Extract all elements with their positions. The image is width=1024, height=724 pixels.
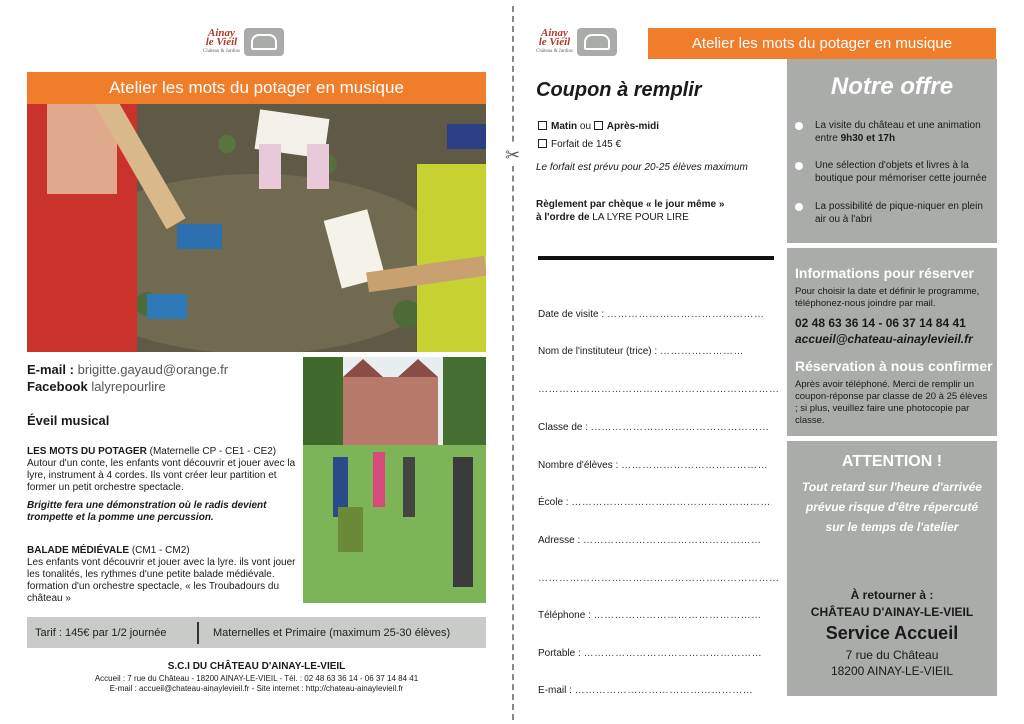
tarif-bar <box>27 617 486 648</box>
reglement-line2-rest: LA LYRE POUR LIRE <box>592 212 689 223</box>
label-forfait: Forfait de 145 € <box>551 139 622 150</box>
field-label: Nom de l'instituteur (trice) : <box>538 346 658 357</box>
footer-line2: E-mail : accueil@chateau-ainaylevieil.fr - Site internet : http://chateau-ainaylevieil.fr <box>109 684 404 693</box>
activity-balade-medievale <box>27 545 302 605</box>
activity1-title: LES MOTS DU POTAGER <box>27 446 147 457</box>
field-dots[interactable]: …………………………………………………………… <box>538 384 780 395</box>
field-label: Classe de : <box>538 422 589 433</box>
panel-attention <box>787 441 997 696</box>
footer-left <box>27 662 486 694</box>
contact-left <box>27 361 228 395</box>
logo-line1: Ainay <box>208 26 235 39</box>
offre-item3-text: La possibilité de pique-niquer en plein air ou à l'abri <box>815 201 983 225</box>
tarif-separator <box>197 622 199 644</box>
logo-right-line2: le Vieil <box>538 35 571 48</box>
info-phones[interactable]: 02 48 63 36 14 - 06 37 14 84 41 <box>795 316 966 330</box>
checkbox-apres-midi[interactable] <box>594 121 603 130</box>
offre-item-boutique <box>795 159 993 185</box>
scissors-icon: ✂ <box>505 145 521 165</box>
field-telephone[interactable] <box>538 610 762 621</box>
field-label: Nombre d'élèves : <box>538 460 619 471</box>
left-banner: Atelier les mots du potager en musique <box>27 72 486 104</box>
field-label: Adresse : <box>538 535 581 546</box>
activity2-text: Les enfants vont découvrir et jouer avec la lyre. ils vont jouer les tonalités, les rythmes d'une petite balade médiévale. formation d'un orchestre spectacle, « les Troubadours du château » <box>27 557 296 604</box>
email-value[interactable]: brigitte.gayaud@orange.fr <box>77 362 229 377</box>
cut-line <box>512 6 514 720</box>
panel-notre-offre <box>787 59 997 243</box>
logo-right-script <box>536 26 573 56</box>
field-portable[interactable] <box>538 648 762 659</box>
checkbox-forfait[interactable] <box>538 139 547 148</box>
field-email[interactable] <box>538 685 753 696</box>
retour-label: À retourner à : <box>850 588 934 602</box>
field-adresse-cont[interactable] <box>538 573 780 584</box>
field-label: Portable : <box>538 648 581 659</box>
activity1-text: Autour d'un conte, les enfants vont découvrir et jouer avec la lyre, instrument à 4 cordes. Ils vont créer leur partition et former un petit orchestre spectacle. <box>27 458 296 493</box>
activity2-title: BALADE MÉDIÉVALE <box>27 545 130 556</box>
photo-castle-children <box>303 357 486 603</box>
label-apres-midi: Après-midi <box>606 121 660 132</box>
info-text-confirmer: Après avoir téléphoné. Merci de remplir un coupon-réponse par classe de 20 à 25 élèves ; si plus, veuillez faire une photocopie par classe. <box>795 379 988 426</box>
activity-mots-du-potager <box>27 446 302 524</box>
field-label: Téléphone : <box>538 610 591 621</box>
reglement-line2-bold: à l'ordre de <box>536 212 590 223</box>
field-date-visite[interactable] <box>538 309 764 320</box>
retour-address2: 18200 AINAY-LE-VIEIL <box>830 664 954 678</box>
coupon-title: Coupon à remplir <box>536 79 702 101</box>
facebook-label: Facebook <box>27 379 88 394</box>
field-instituteur[interactable] <box>538 346 744 357</box>
retour-service: Service Accueil <box>825 623 959 643</box>
field-dots[interactable]: …………………………………………… <box>583 648 763 659</box>
field-label: Date de visite : <box>538 309 605 320</box>
footer-line1: Accueil : 7 rue du Château - 18200 AINAY-LE-VIEIL - Tél. : 02 48 63 36 14 - 06 37 14 84 41 <box>94 674 419 683</box>
panel-informations <box>787 248 997 436</box>
field-dots[interactable]: …………………………………………… <box>583 535 762 546</box>
coupon-banner: Atelier les mots du potager en musique <box>648 28 996 59</box>
logo-line3: Château & Jardins <box>203 48 240 54</box>
field-dots[interactable]: …………………… <box>659 346 744 357</box>
offre-item-pique-nique <box>795 200 993 226</box>
offre-title: Notre offre <box>830 73 954 100</box>
offre-item1-text: La visite du château et une animation entre <box>815 120 981 144</box>
field-dots[interactable]: …………………………………… <box>621 460 769 471</box>
photo-children-lyres <box>27 104 486 352</box>
section-title-eveil: Éveil musical <box>27 413 110 428</box>
coupon-options <box>538 118 659 154</box>
public-text: Maternelles et Primaire (maximum 25-30 élèves) <box>213 626 451 639</box>
email-label: E-mail : <box>27 362 74 377</box>
attention-title: ATTENTION ! <box>841 453 943 470</box>
retour-org: CHÂTEAU D'AINAY-LE-VIEIL <box>810 605 974 619</box>
logo-right-line3: Château & Jardins <box>536 48 573 54</box>
field-instituteur-cont[interactable] <box>538 384 780 395</box>
label-matin: Matin <box>551 121 578 132</box>
facebook-value[interactable]: lalyrepourlire <box>91 379 166 394</box>
info-text-reserver: Pour choisir la date et définir le programme, téléphonez-nous joindre par mail. <box>795 286 980 309</box>
logo-left <box>203 28 284 56</box>
info-heading-reserver: Informations pour réserver <box>795 265 974 281</box>
field-classe[interactable] <box>538 422 769 433</box>
tarif-text: Tarif : 145€ par 1/2 journée <box>35 626 167 639</box>
forfait-note: Le forfait est prévu pour 20-25 élèves maximum <box>536 162 748 173</box>
activity1-levels: (Maternelle CP - CE1 - CE2) <box>149 446 277 457</box>
offre-item2-text: Une sélection d'objets et livres à la boutique pour mémoriser cette journée <box>815 160 987 184</box>
coupon-divider <box>538 256 774 260</box>
reglement-line1: Règlement par chèque « le jour même » <box>536 199 725 210</box>
logo-script <box>203 26 240 56</box>
field-dots[interactable]: ………………………………………………… <box>571 497 771 508</box>
info-heading-confirmer: Réservation à nous confirmer <box>795 358 993 374</box>
castle-badge-icon <box>577 28 617 56</box>
field-dots[interactable]: ……………………………………… <box>606 309 765 320</box>
logo-right <box>536 28 617 56</box>
field-adresse[interactable] <box>538 535 762 546</box>
info-email[interactable]: accueil@chateau-ainaylevieil.fr <box>795 332 973 346</box>
attention-text: Tout retard sur l'heure d'arrivée prévue risque d'être répercuté sur le temps de l'atelier <box>802 480 982 534</box>
checkbox-matin[interactable] <box>538 121 547 130</box>
label-ou: ou <box>579 121 592 132</box>
activity2-levels: (CM1 - CM2) <box>131 545 190 556</box>
activity1-emphasis: Brigitte fera une démonstration où le radis devient trompette et la pomme une percussion. <box>27 500 267 523</box>
offre-item-visite <box>795 119 993 145</box>
castle-badge-icon <box>244 28 284 56</box>
field-label: E-mail : <box>538 685 572 696</box>
bullet-icon <box>795 162 803 170</box>
field-nombre-eleves[interactable] <box>538 460 768 471</box>
bullet-icon <box>795 203 803 211</box>
bullet-icon <box>795 122 803 130</box>
field-dots[interactable]: …………………………………………… <box>590 422 770 433</box>
field-dots[interactable]: ………………………………………… <box>593 610 762 621</box>
field-dots[interactable]: …………………………………………………………… <box>538 573 780 584</box>
logo-line2: le Vieil <box>205 35 238 48</box>
reglement <box>536 198 724 224</box>
offre-item1-hours: 9h30 et 17h <box>840 133 896 144</box>
field-dots[interactable]: …………………………………………… <box>574 685 754 696</box>
field-label: École : <box>538 497 569 508</box>
footer-org: S.C.I DU CHÂTEAU D'AINAY-LE-VIEIL <box>167 661 346 672</box>
field-ecole[interactable] <box>538 497 771 508</box>
logo-right-line1: Ainay <box>541 26 568 39</box>
retour-address1: 7 rue du Château <box>845 648 939 662</box>
